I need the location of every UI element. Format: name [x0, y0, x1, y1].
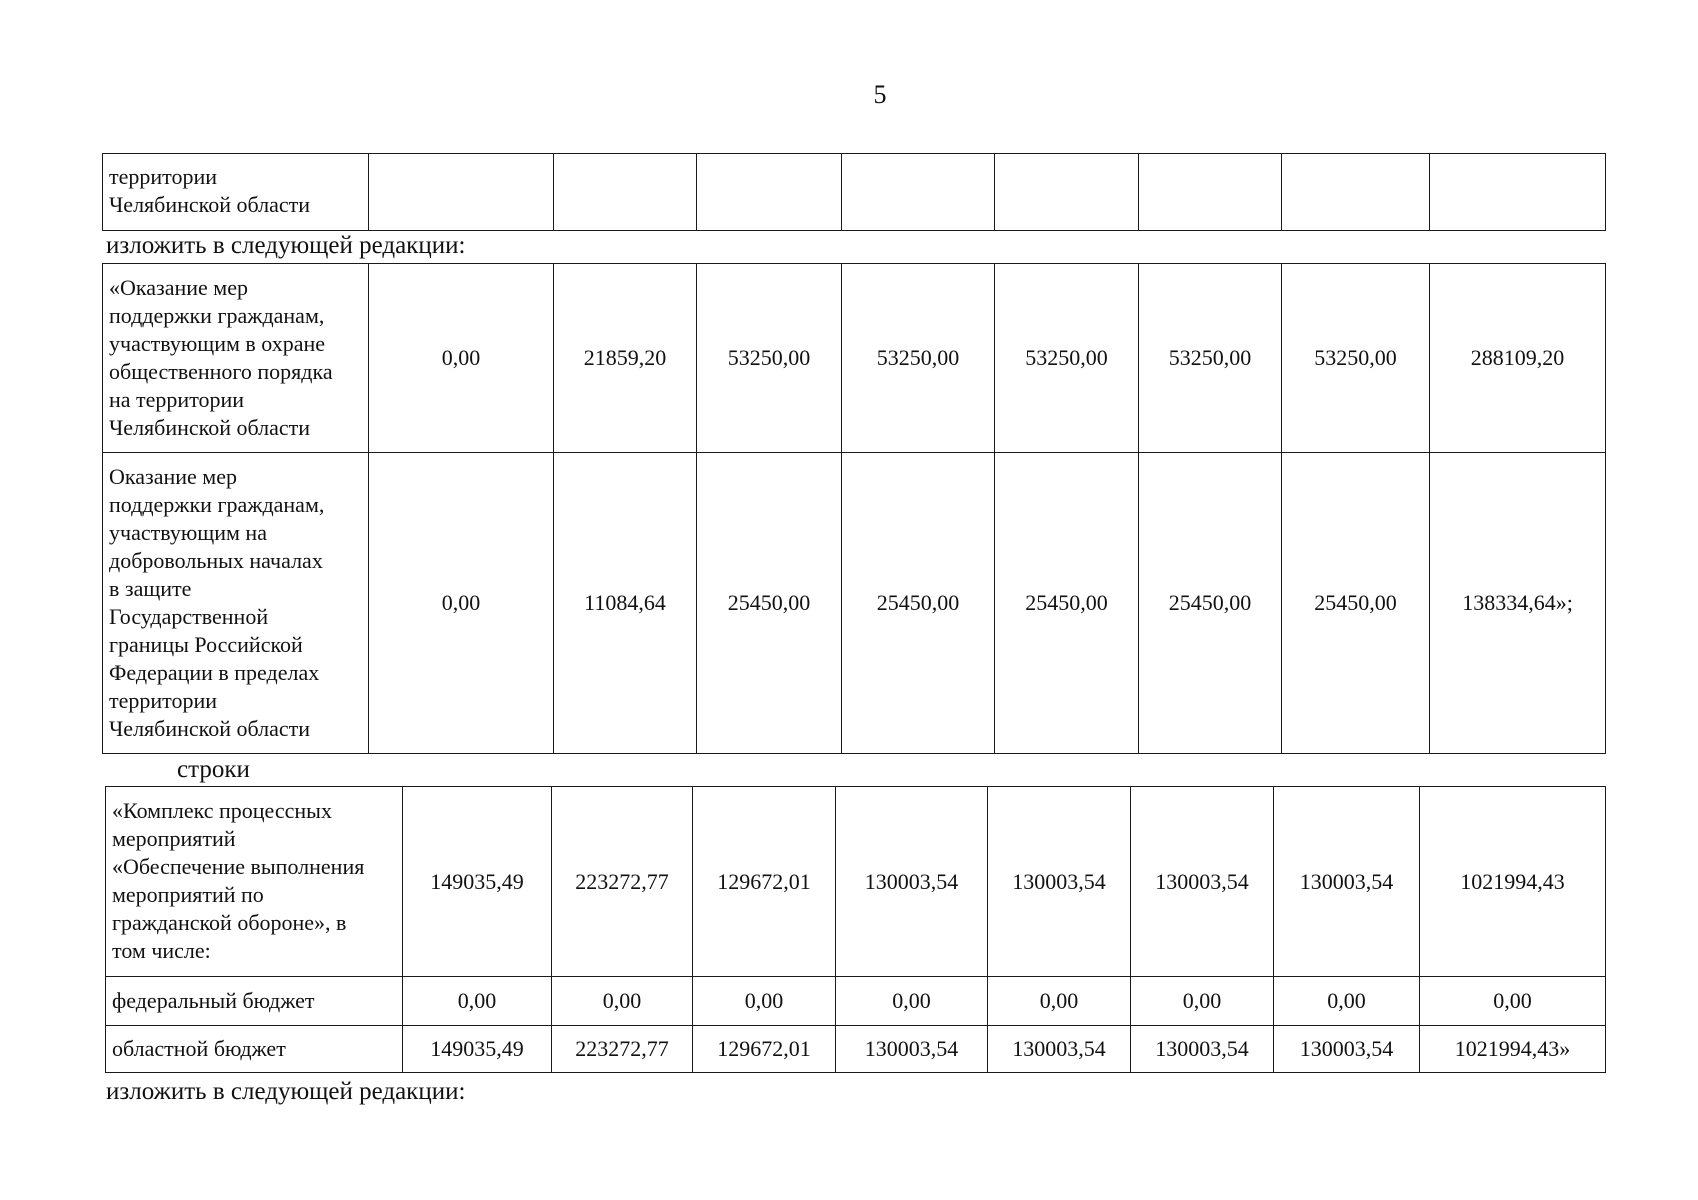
- value-cell: 0,00: [836, 977, 988, 1026]
- value-cell: 0,00: [988, 977, 1131, 1026]
- value-cell: 0,00: [1274, 977, 1420, 1026]
- row-label-cell: [106, 1026, 403, 1073]
- value-cell: 130003,54: [1131, 787, 1274, 977]
- value-cell: [995, 154, 1139, 231]
- value-cell: 130003,54: [988, 1026, 1131, 1073]
- value-cell: 25450,00: [1139, 453, 1282, 754]
- value-cell: 149035,49: [403, 787, 552, 977]
- value-cell: 0,00: [1131, 977, 1274, 1026]
- value-cell: 1021994,43: [1420, 787, 1606, 977]
- value-cell: 0,00: [369, 453, 554, 754]
- value-cell: 130003,54: [1274, 1026, 1420, 1073]
- value-cell: 1021994,43»: [1420, 1026, 1606, 1073]
- value-cell: 130003,54: [836, 1026, 988, 1073]
- row-label: «Комплекс процессных мероприятий «Обеспечение выполнения мероприятий по гражданской обороне», в том числе:: [112, 798, 365, 963]
- table-row: [103, 154, 1606, 231]
- table-row: [103, 453, 1606, 754]
- value-cell: 129672,01: [693, 1026, 836, 1073]
- value-cell: 130003,54: [1131, 1026, 1274, 1073]
- row-label-cell: [106, 787, 403, 977]
- table-2: [102, 263, 1606, 754]
- row-label: Оказание мер поддержки гражданам, участвующим на добровольных началах в защите Государственной границы Российской Федерации в пределах территории Челябинской области: [109, 464, 325, 741]
- value-cell: 21859,20: [554, 264, 697, 453]
- page-number: 5: [873, 80, 887, 109]
- table-row: [106, 977, 1606, 1026]
- value-cell: 53250,00: [1282, 264, 1430, 453]
- value-cell: 11084,64: [554, 453, 697, 754]
- value-cell: [697, 154, 842, 231]
- row-label-cell: [103, 154, 369, 231]
- value-cell: 0,00: [552, 977, 693, 1026]
- value-cell: [369, 154, 554, 231]
- row-label-cell: [103, 264, 369, 453]
- value-cell: 0,00: [1420, 977, 1606, 1026]
- value-cell: 25450,00: [697, 453, 842, 754]
- value-cell: 53250,00: [1139, 264, 1282, 453]
- row-label: «Оказание мер поддержки гражданам, участвующим в охране общественного порядка на территории Челябинской области: [109, 275, 333, 440]
- value-cell: [1430, 154, 1606, 231]
- value-cell: [554, 154, 697, 231]
- value-cell: 223272,77: [552, 1026, 693, 1073]
- value-cell: 25450,00: [842, 453, 995, 754]
- value-cell: 0,00: [403, 977, 552, 1026]
- value-cell: 25450,00: [1282, 453, 1430, 754]
- value-cell: 0,00: [693, 977, 836, 1026]
- value-cell: 149035,49: [403, 1026, 552, 1073]
- value-cell: 53250,00: [995, 264, 1139, 453]
- value-cell: 223272,77: [552, 787, 693, 977]
- value-cell: 53250,00: [842, 264, 995, 453]
- value-cell: 0,00: [369, 264, 554, 453]
- value-cell: 288109,20: [1430, 264, 1606, 453]
- value-cell: 130003,54: [988, 787, 1131, 977]
- value-cell: 138334,64»;: [1430, 453, 1606, 754]
- value-cell: [1139, 154, 1282, 231]
- value-cell: 25450,00: [995, 453, 1139, 754]
- row-label-cell: [106, 977, 403, 1026]
- row-label-cell: [103, 453, 369, 754]
- table-row: [106, 1026, 1606, 1073]
- value-cell: 53250,00: [697, 264, 842, 453]
- value-cell: 130003,54: [836, 787, 988, 977]
- value-cell: [842, 154, 995, 231]
- table-3: [105, 786, 1606, 1073]
- table-1: [102, 153, 1606, 231]
- value-cell: 130003,54: [1274, 787, 1420, 977]
- row-label: территории Челябинской области: [109, 164, 311, 217]
- value-cell: [1282, 154, 1430, 231]
- paragraph-text: строки: [177, 756, 250, 783]
- table-row: [106, 787, 1606, 977]
- paragraph-text: изложить в следующей редакции:: [106, 232, 466, 259]
- paragraph-text: изложить в следующей редакции:: [106, 1078, 466, 1105]
- table-row: [103, 264, 1606, 453]
- row-label: федеральный бюджет: [112, 988, 315, 1013]
- row-label: областной бюджет: [112, 1036, 286, 1061]
- value-cell: 129672,01: [693, 787, 836, 977]
